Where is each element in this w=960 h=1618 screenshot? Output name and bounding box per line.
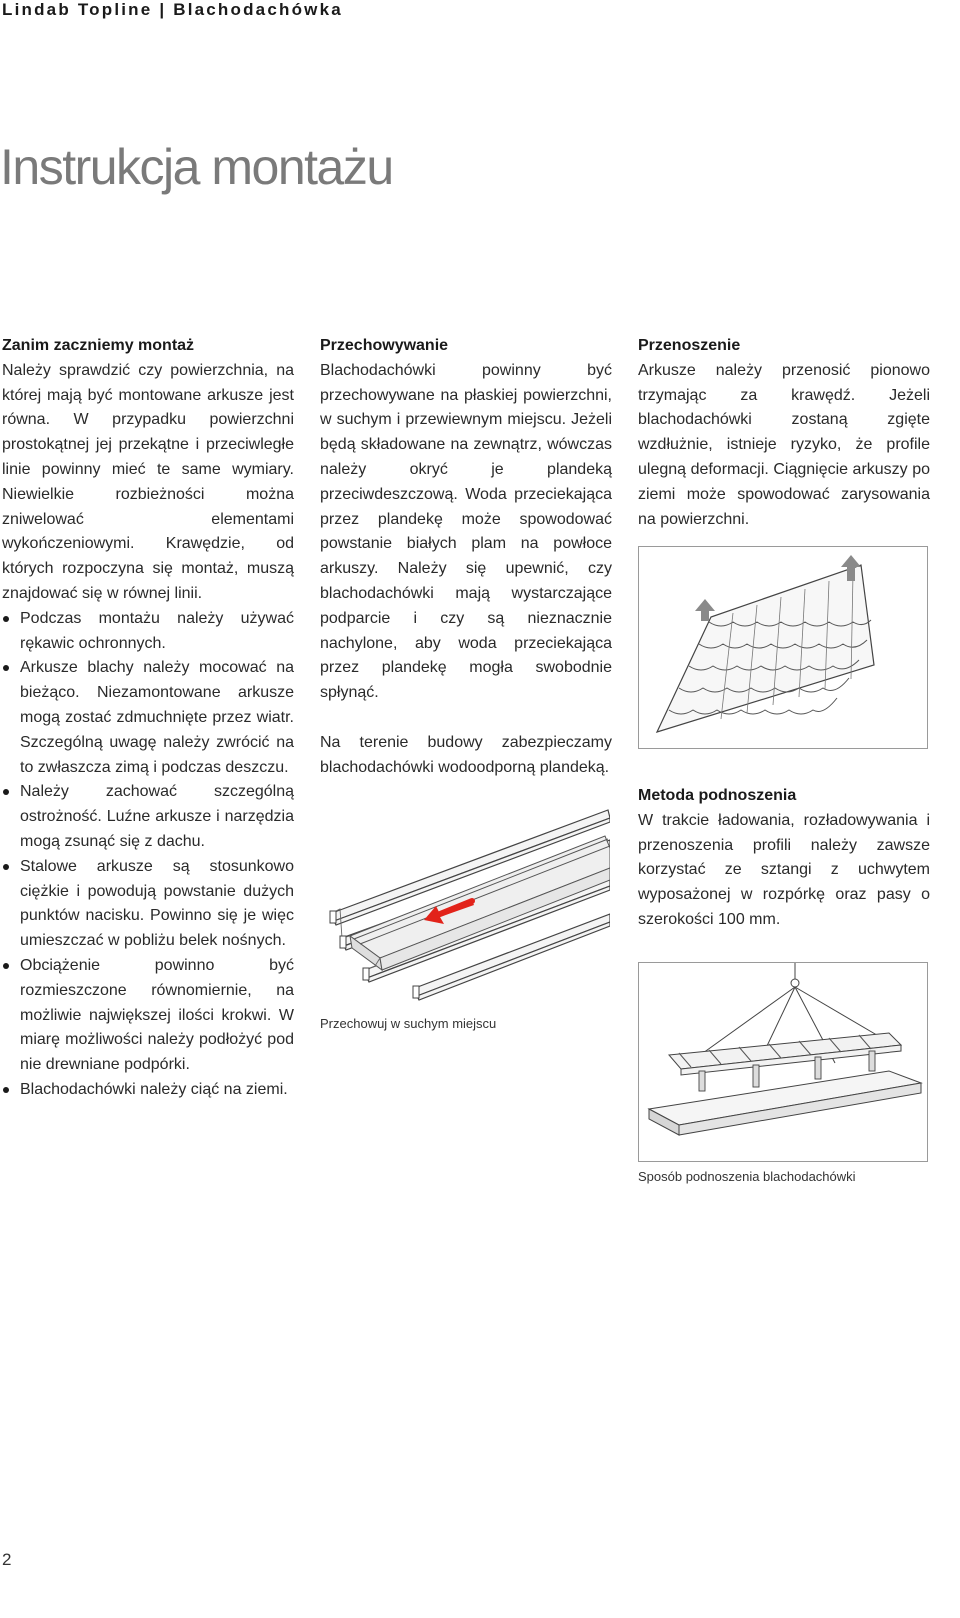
carrying-illustration bbox=[638, 546, 928, 749]
safety-bullet-list bbox=[2, 607, 294, 1103]
column-before-install bbox=[2, 334, 294, 1103]
lifting-beam-drawing bbox=[639, 963, 927, 1161]
bullet-text: Stalowe arkusze są stosunkowo ciężkie i powodują powstanie dużych punktów nacisku. Powinno się je więc umieszczać w pobliżu belek nośnych. bbox=[20, 857, 294, 950]
header-brand: Lindab Topline | Blachodachówka bbox=[2, 0, 343, 19]
lifting-caption: Sposób podnoszenia blachodachówki bbox=[638, 1169, 856, 1184]
section-title-before-install: Zanim zaczniemy montaż bbox=[2, 337, 195, 354]
carrying-paragraph: Arkusze należy przenosić pionowo trzymając za krawędź. Jeżeli blachodachówki zostaną zgięte wzdłużnie, istnieje ryzyko, że profile ulegną deformacji. Ciągnięcie arkuszy po ziemi może spowodować zarysowania na powierzchni. bbox=[638, 361, 930, 528]
storage-illustration bbox=[320, 808, 610, 1008]
storage-caption: Przechowuj w suchym miejscu bbox=[320, 1016, 497, 1031]
section-title-lifting: Metoda podnoszenia bbox=[638, 787, 797, 804]
page-title: Instrukcja montażu bbox=[0, 139, 393, 195]
bullet-dot-icon bbox=[3, 963, 9, 969]
bullet-dot-icon bbox=[3, 665, 9, 671]
section-title-carrying: Przenoszenie bbox=[638, 337, 741, 354]
bullet-text: Obciążenie powinno być rozmieszczone równomiernie, na możliwie największej ilości krokwi. W miarę możliwości należy podłożyć pod nie drewniane podpórki. bbox=[20, 956, 294, 1074]
bullet-item bbox=[2, 607, 294, 657]
bullet-dot-icon bbox=[3, 864, 9, 870]
bullet-item bbox=[2, 656, 294, 780]
bullet-item bbox=[2, 855, 294, 954]
bullet-item bbox=[2, 954, 294, 1078]
bullet-item bbox=[2, 1078, 294, 1103]
bullet-text: Blachodachówki należy ciąć na ziemi. bbox=[20, 1080, 288, 1098]
storage-drawing bbox=[320, 808, 610, 1008]
column-storage bbox=[320, 334, 612, 780]
page-number: 2 bbox=[2, 1550, 12, 1569]
bullet-dot-icon bbox=[3, 1087, 9, 1093]
column-carrying bbox=[638, 334, 930, 532]
bullet-dot-icon bbox=[3, 789, 9, 795]
bullet-text: Podczas montażu należy używać rękawic ochronnych. bbox=[20, 609, 294, 652]
tile-sheet-drawing bbox=[639, 547, 927, 748]
bullet-dot-icon bbox=[3, 616, 9, 622]
bullet-item bbox=[2, 780, 294, 854]
storage-paragraph: Blachodachówki powinny być przechowywane na płaskiej powierzchni, w suchym i przewiewnym miejscu. Jeżeli będą składowane na zewnątrz, wówczas należy okryć je plandeką przeciwdeszczową. Woda przeciekająca przez plandekę może spowodować powstanie białych plam na powłoce arkuszy. Należy się upewnić, czy blachodachówki mają wystarczające podparcie i czy są nieznacznie nachylone, aby woda przeciekająca przez plandekę mogła swobodnie spłynąć. bbox=[320, 361, 612, 702]
section-title-storage: Przechowywanie bbox=[320, 337, 449, 354]
before-install-intro: Należy sprawdzić czy powierzchnia, na której mają być montowane arkusze jest równa. W przypadku powierzchni prostokątnej jej przekątne i przeciwległe linie powinny mieć te same wymiary. Niewielkie rozbieżności można zniwelować elementami wykończeniowymi. Krawędzie, od których rozpoczyna się montaż, muszą znajdować się w równej linii. bbox=[2, 361, 294, 602]
lifting-illustration bbox=[638, 962, 928, 1162]
bullet-text: Arkusze blachy należy mocować na bieżąco. Niezamontowane arkusze mogą zostać zdmuchnięte przez wiatr. Szczególną uwagę należy zwrócić na to zwłaszcza zimą i podczas deszczu. bbox=[20, 659, 294, 776]
bullet-text: Należy zachować szczególną ostrożność. Luźne arkusze i narzędzia mogą zsunąć się z dachu. bbox=[20, 783, 294, 850]
storage-tarp-paragraph: Na terenie budowy zabezpieczamy blachodachówki wodoodporną plandeką. bbox=[320, 733, 612, 776]
lifting-paragraph: W trakcie ładowania, rozładowywania i przenoszenia profili należy zawsze korzystać ze sztangi z uchwytem wyposażonej w rozpórkę oraz pasy o szerokości 100 mm. bbox=[638, 811, 930, 928]
section-lifting bbox=[638, 784, 930, 933]
